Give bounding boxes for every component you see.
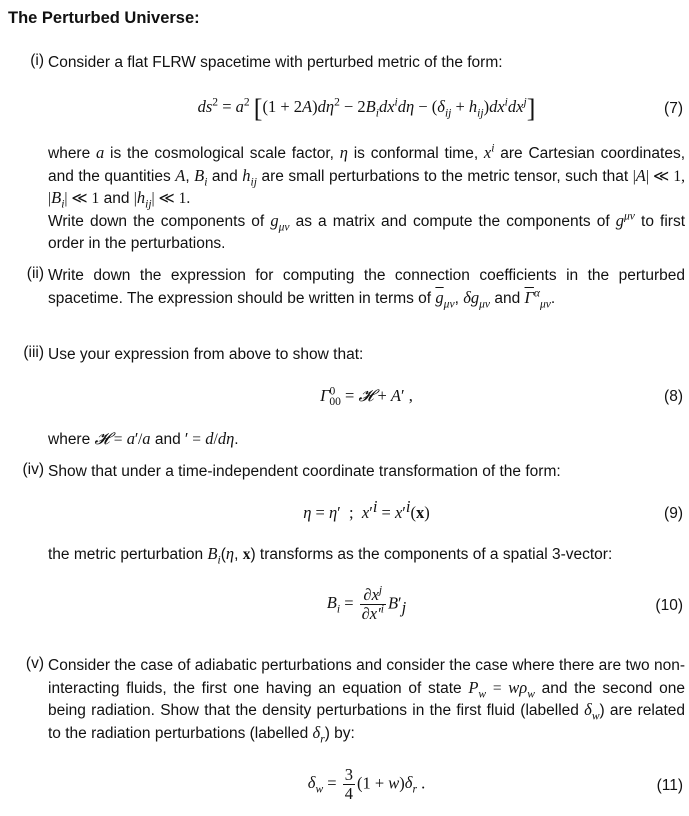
part-iii-text: Use your expression from above to show that: xyxy=(48,346,364,363)
equation-10: $B_i$ = $\frac{\partial x^j}{\partial x'^i}$ $B'_j$ xyxy=(326,584,407,623)
part-iv-label: (iv) xyxy=(22,461,44,478)
part-i-intro: Consider a flat FLRW spacetime with perturbed metric of the form: xyxy=(48,54,503,71)
part-ii-text: Write down the expression for computing the connection coefficients in the perturbed spacetime. The expression should be written in terms of $\overline{g}_{\mu\nu}$, $\delta g_{\mu\nu}$ and $\overline{\Gamma}^\alpha_{\mu\nu}$. xyxy=(48,267,685,310)
part-i-definitions: where a is the cosmological scale factor, η is conformal time, $x^i$ are Cartesian coordinates, and the quantities A, $B_i$ and $h_{ij}$ are small perturbations to the metric tensor, such that |A| ≪ 1, $|B_i|$ ≪ 1 and $|h_{ij}|$ ≪ 1. xyxy=(48,142,686,211)
part-iii-label: (iii) xyxy=(23,344,44,361)
equation-7-number: (7) xyxy=(664,100,683,117)
equation-8: $\Gamma^0_{00}$ = 𝓗 + A′ , xyxy=(320,385,413,409)
problem-title: The Perturbed Universe: xyxy=(8,9,200,27)
equation-11: $\delta_w$ = $\frac{3}{4}$ $(1 + w)\delta_r$ . xyxy=(307,765,426,803)
part-v-label: (v) xyxy=(25,655,44,672)
equation-8-number: (8) xyxy=(664,388,683,405)
part-iv-transform: the metric perturbation $B_i(\eta$, x) transforms as the components of a spatial 3-vector: xyxy=(48,544,613,567)
part-i-label: (i) xyxy=(30,52,44,69)
part-iii-where: where 𝓗 = a′/a and ′ = d/dη. xyxy=(48,429,239,448)
equation-9: η = η′ ; $x'^i = x'^i(x)$ xyxy=(303,496,430,522)
equation-9-number: (9) xyxy=(664,505,683,522)
equation-7: $ds^2 = a^2$ $[(1 + 2A)d\eta^2 - 2B_idx^id\eta - (\delta_{ij} + h_{ij})dx^idx^j]$ xyxy=(197,94,536,123)
part-ii-label: (ii) xyxy=(26,265,44,282)
part-iv-text: Show that under a time-independent coordinate transformation of the form: xyxy=(48,463,561,480)
part-v-text: Consider the case of adiabatic perturbations and consider the case where there are two non-interacting fluids, the first one having an equation of state $P_w = w\rho_w$ and the second one being radiation. Show that the density perturbations in the first fluid (labelled $\delta_w$) are related to the radiation perturbations (labelled $\delta_r$) by: xyxy=(48,657,685,745)
equation-11-number: (11) xyxy=(656,777,683,794)
part-i-task: Write down the components of $g_{\mu\nu}$ as a matrix and compute the components of $g^{\mu\nu}$ to first order in the perturbations. xyxy=(48,210,686,252)
equation-10-number: (10) xyxy=(655,597,683,614)
